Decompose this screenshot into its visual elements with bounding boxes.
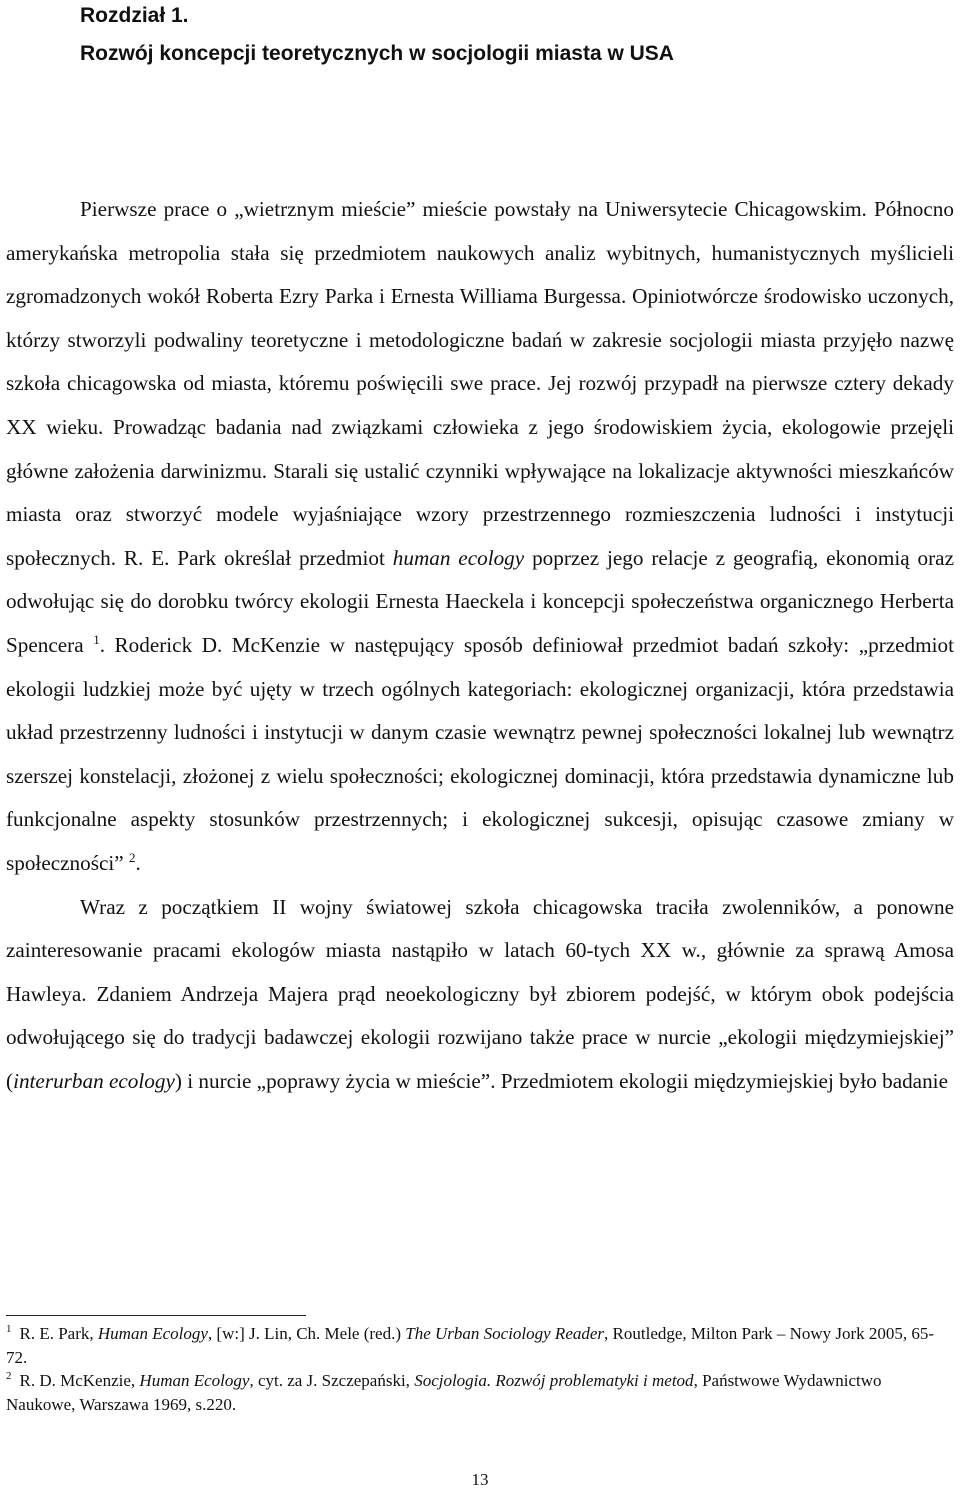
- paragraph-1: [6, 188, 954, 886]
- footnote-text: , [w:] J. Lin, Ch. Mele (red.): [207, 1324, 406, 1343]
- paragraph-1-text-c: . Roderick D. McKenzie w następujący sposób definiował przedmiot badań szkoły: „przedmiot ekologii ludzkiej może być ujęty w trzech ogólnych kategoriach: ekologicznej organizacji, która przedstawia układ przestrzenny ludności i instytucji w danym czasie wewnątrz pewnej społeczności lokalnej lub wewnątrz szerszej konstelacji, złożonej z wielu społeczności; ekologicznej dominacji, która przedstawia dynamiczne lub funkcjonalne aspekty stosunków przestrzennych; i ekologicznej sukcesji, opisując czasowe zmiany w społeczności”: [6, 632, 955, 875]
- footnote-italic: Socjologia. Rozwój problematyki i metod: [414, 1371, 694, 1390]
- paragraph-2-italic-term: interurban ecology: [13, 1068, 175, 1093]
- footnotes: [6, 1322, 954, 1416]
- footnote-number: 2: [6, 1370, 12, 1383]
- footnote-italic: Human Ecology: [139, 1371, 250, 1390]
- paragraph-2-text-b: ) i nurcie „poprawy życia w mieście”. Przedmiotem ekologii międzymiejskiej było badanie: [174, 1068, 948, 1093]
- footnote-italic: Human Ecology: [97, 1324, 208, 1343]
- footnote-ref-1[interactable]: 1: [93, 631, 100, 647]
- footnote-text: R. E. Park,: [19, 1324, 98, 1343]
- footnote-text: , cyt. za J. Szczepański,: [249, 1371, 415, 1390]
- chapter-label: Rozdział 1.: [80, 4, 189, 27]
- paragraph-1-text-d: .: [135, 850, 141, 875]
- paragraph-1-italic-term: human ecology: [392, 545, 525, 570]
- paragraph-2-text-a: Wraz z początkiem II wojny światowej szkoła chicagowska traciła zwolenników, a ponowne zainteresowanie pracami ekologów miasta nastąpiło w latach 60-tych XX w., głównie za sprawą Amosa Hawleya. Zdaniem Andrzeja Majera prąd neoekologiczny był zbiorem podejść, w którym obok podejścia odwołującego się do tradycji badawczej ekologii rozwijano także prace w nurcie „ekologii międzymiejskiej” (: [6, 894, 954, 1093]
- footnote-1: [6, 1322, 954, 1369]
- footnote-separator: [6, 1315, 306, 1316]
- body-text: [6, 188, 954, 1103]
- footnote-text: , Routledge, Milton Park – Nowy Jork 2005, 65-72.: [6, 1324, 935, 1367]
- footnote-2: [6, 1369, 954, 1416]
- footnote-italic: The Urban Sociology Reader: [405, 1324, 605, 1343]
- footnote-ref-2[interactable]: 2: [128, 849, 136, 865]
- footnote-text: , Państwowe Wydawnictwo Naukowe, Warszawa 1969, s.220.: [6, 1371, 882, 1414]
- chapter-title: Rozwój koncepcji teoretycznych w socjologii miasta w USA: [80, 42, 674, 65]
- page-number: 13: [471, 1470, 489, 1489]
- paragraph-1-text-a: Pierwsze prace o „wietrznym mieście” mieście powstały na Uniwersytecie Chicagowskim. Północno amerykańska metropolia stała się przedmiotem naukowych analiz wybitnych, humanistycznych myślicieli zgromadzonych wokół Roberta Ezry Parka i Ernesta Williama Burgessa. Opiniotwórcze środowisko uczonych, którzy stworzyli podwaliny teoretyczne i metodologiczne badań w zakresie socjologii miasta przyjęło nazwę szkoła chicagowska od miasta, któremu poświęcili swe prace. Jej rozwój przypadł na pierwsze cztery dekady XX wieku. Prowadząc badania nad związkami człowieka z jego środowiskiem życia, ekologowie przejęli główne założenia darwinizmu. Starali się ustalić czynniki wpływające na lokalizacje aktywności mieszkańców miasta oraz stworzyć modele wyjaśniające wzory przestrzennego rozmieszczenia ludności i instytucji społecznych. R. E. Park określał przedmiot: [6, 197, 954, 570]
- paragraph-1-text-b: poprzez jego relacje z geografią, ekonomią oraz odwołując się do dorobku twórcy ekologii Ernesta Haeckela i koncepcji społeczeństwa organicznego Herberta Spencera: [6, 545, 954, 657]
- footnote-text: R. D. McKenzie,: [19, 1371, 140, 1390]
- footnote-number: 1: [6, 1323, 12, 1336]
- paragraph-2: [6, 886, 954, 1104]
